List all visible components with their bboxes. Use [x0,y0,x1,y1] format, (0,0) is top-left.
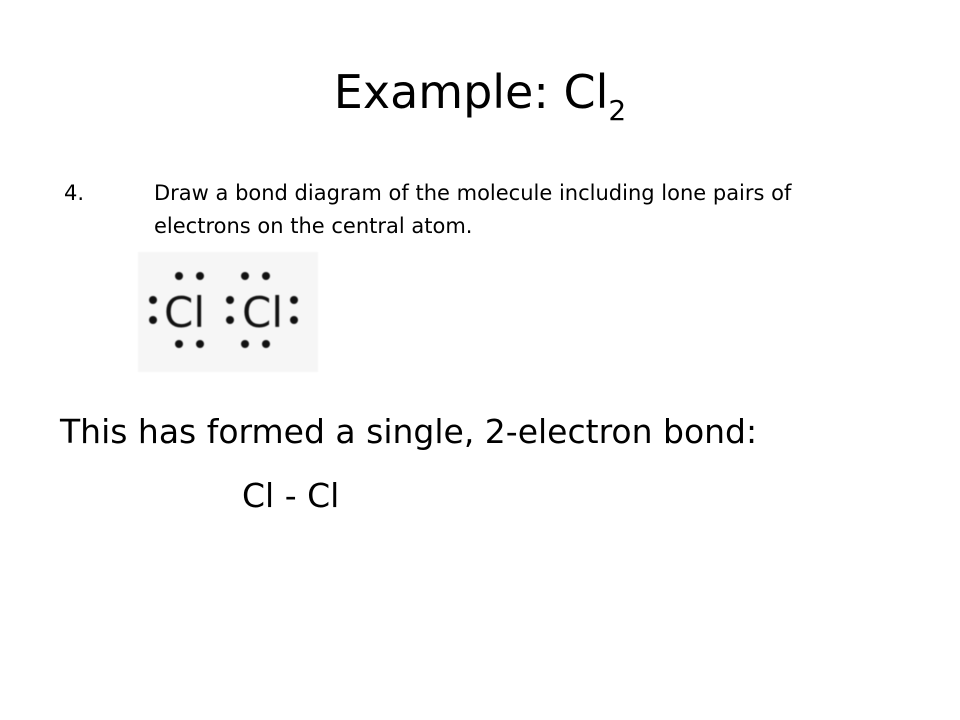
electron-dot [262,272,270,280]
electron-dot [241,272,249,280]
electron-dot [196,272,204,280]
step-number: 4. [64,181,85,205]
bond-formula: Cl - Cl [242,476,340,515]
electron-dot [241,340,249,348]
electron-dot-shared [226,316,234,324]
electron-dot [290,296,298,304]
electron-dot [262,340,270,348]
slide-title [0,62,960,141]
title-subscript: 2 [608,94,627,127]
bond-statement: This has formed a single, 2-electron bond: [60,412,758,451]
electron-dot [175,272,183,280]
atom-label-right: Cl [242,288,283,337]
electron-dot [149,296,157,304]
electron-dot [290,316,298,324]
atom-label-left: Cl [164,288,205,337]
title-text: Example: Cl [333,65,609,119]
electron-dot [149,316,157,324]
step-text: Draw a bond diagram of the molecule including lone pairs of electrons on the central atom. [154,181,792,238]
electron-dot [196,340,204,348]
electron-dot [175,340,183,348]
lewis-dot-diagram [138,252,318,372]
electron-dot-shared [226,296,234,304]
